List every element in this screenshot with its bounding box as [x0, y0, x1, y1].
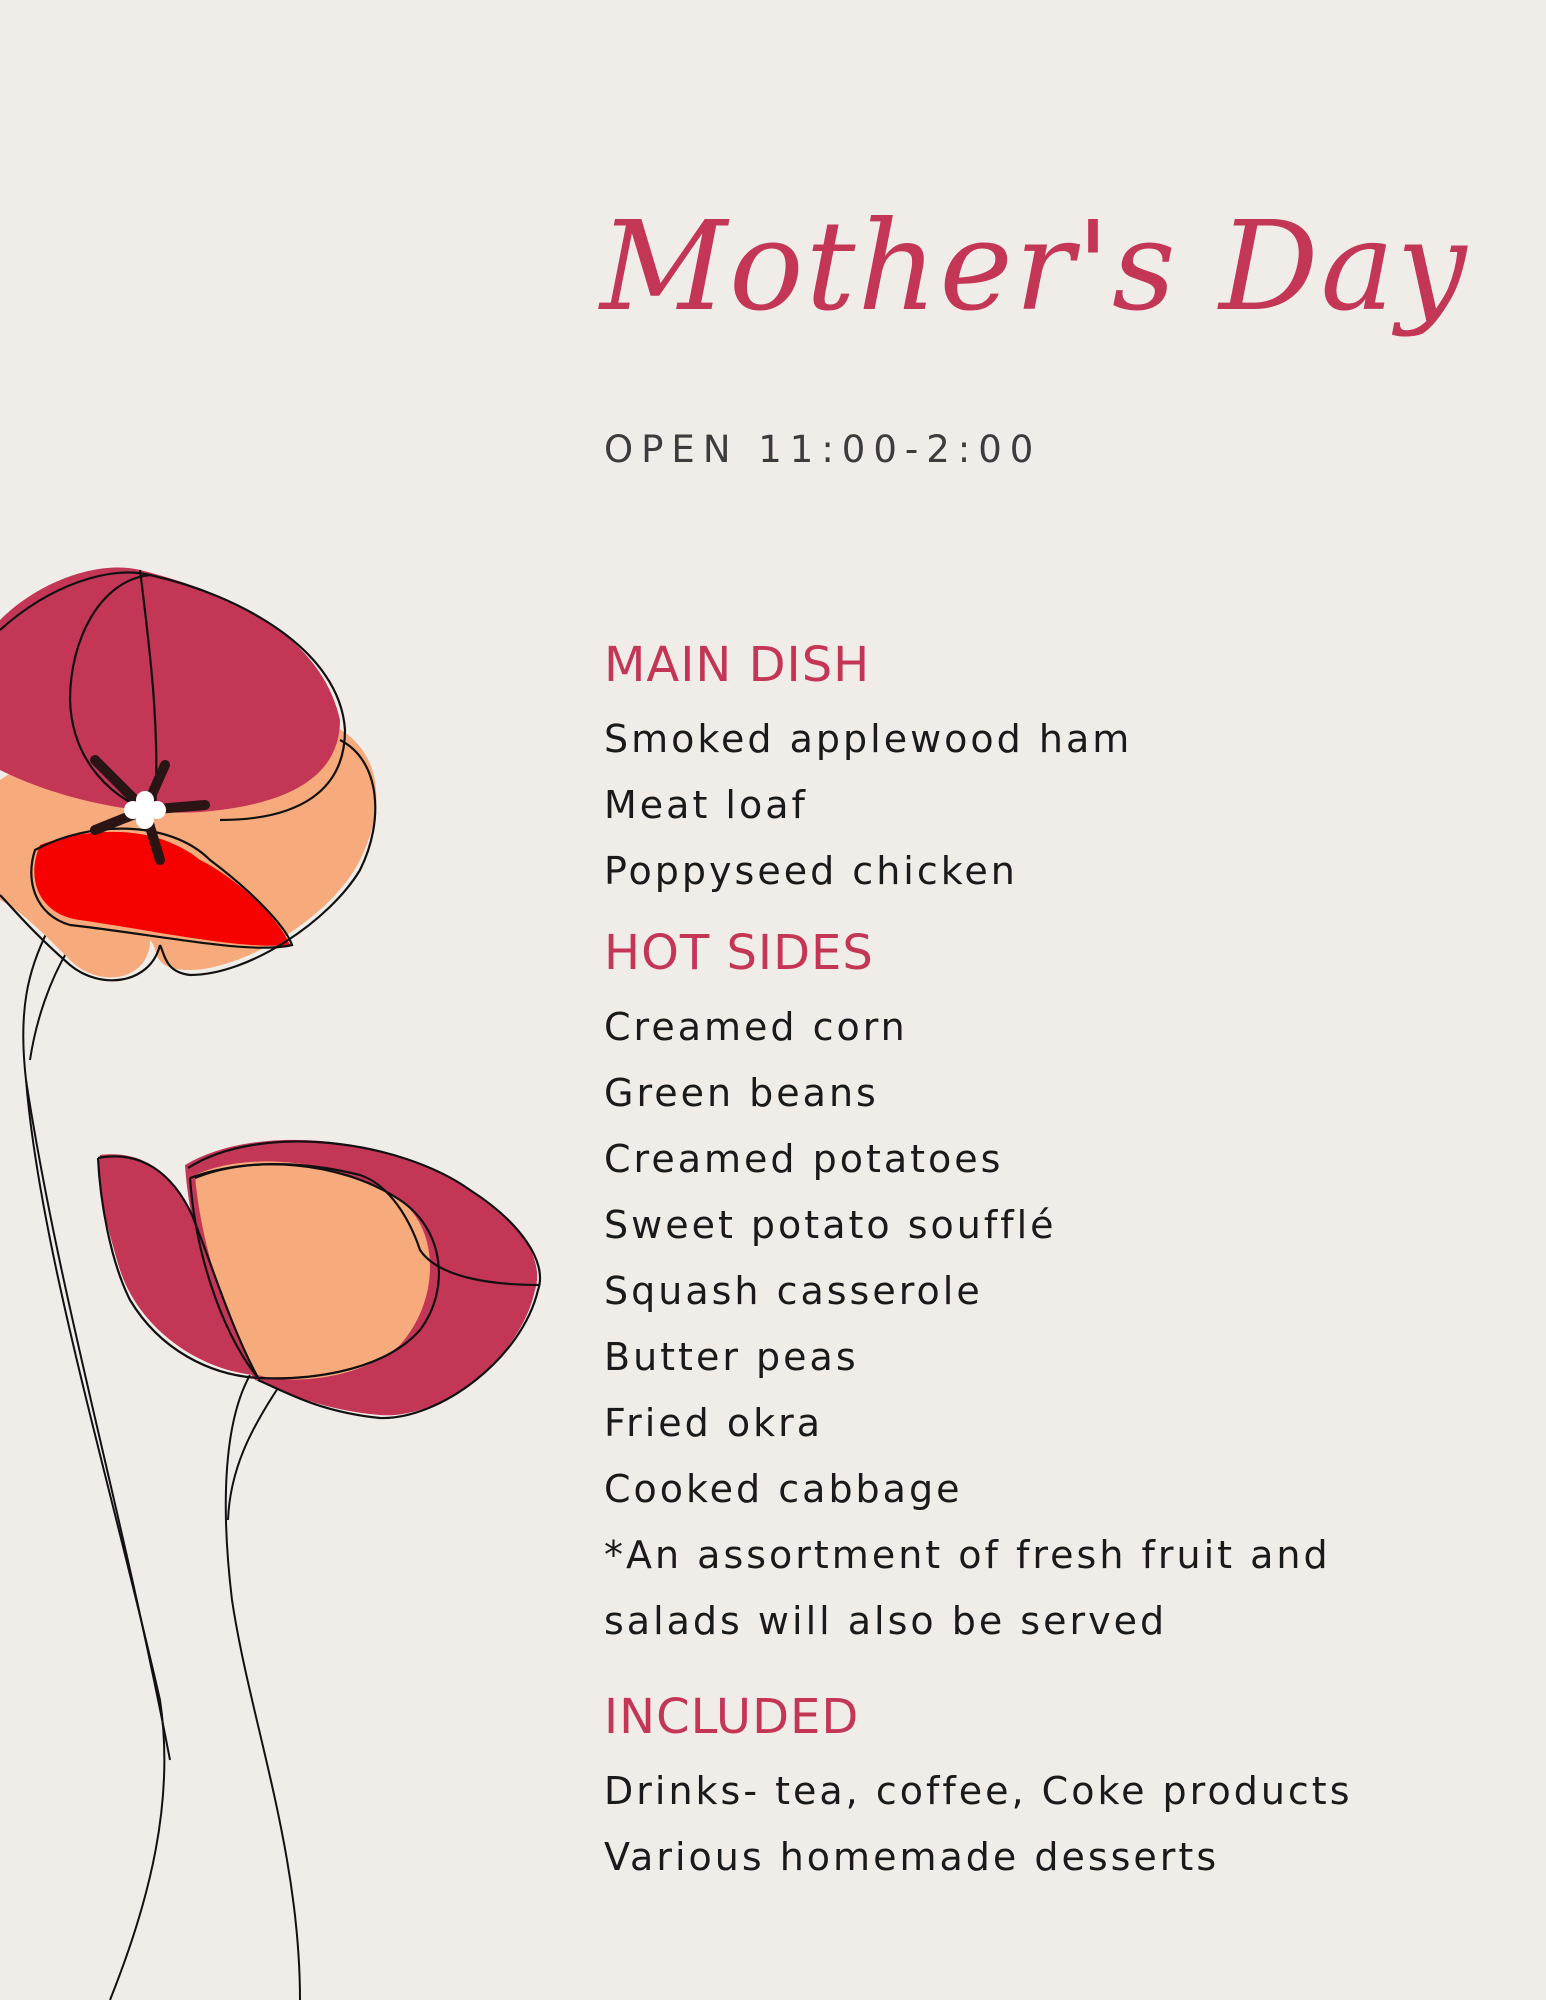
menu-item: Creamed potatoes [604, 1137, 1004, 1181]
menu-item: Cooked cabbage [604, 1467, 963, 1511]
page-title: Mother's Day [600, 195, 1469, 339]
section-title: HOT SIDES [604, 925, 874, 981]
menu-item: Sweet potato soufflé [604, 1203, 1057, 1247]
menu-item: Meat loaf [604, 783, 808, 827]
menu-note: salads will also be served [604, 1599, 1168, 1643]
menu-item: Poppyseed chicken [604, 849, 1018, 893]
menu [604, 632, 1464, 1890]
menu-item: Green beans [604, 1071, 879, 1115]
menu-item: Creamed corn [604, 1005, 908, 1049]
menu-item: Butter peas [604, 1335, 859, 1379]
menu-item: Fried okra [604, 1401, 824, 1445]
section-main-dish [604, 632, 1464, 904]
section-included [604, 1684, 1464, 1890]
menu-item: Squash casserole [604, 1269, 983, 1313]
menu-note: *An assortment of fresh fruit and [604, 1533, 1331, 1577]
section-title: INCLUDED [604, 1689, 860, 1745]
section-hot-sides [604, 920, 1464, 1654]
poppy-bud-icon [98, 1140, 540, 1418]
poppy-flower-icon [0, 567, 376, 980]
flower-illustration [0, 0, 560, 2000]
section-title: MAIN DISH [604, 637, 871, 693]
opening-hours: OPEN 11:00-2:00 [604, 428, 1042, 471]
stem-lines [23, 930, 300, 2000]
menu-item: Drinks- tea, coffee, Coke products [604, 1769, 1353, 1813]
menu-item: Smoked applewood ham [604, 717, 1133, 761]
menu-item: Various homemade desserts [604, 1835, 1220, 1879]
